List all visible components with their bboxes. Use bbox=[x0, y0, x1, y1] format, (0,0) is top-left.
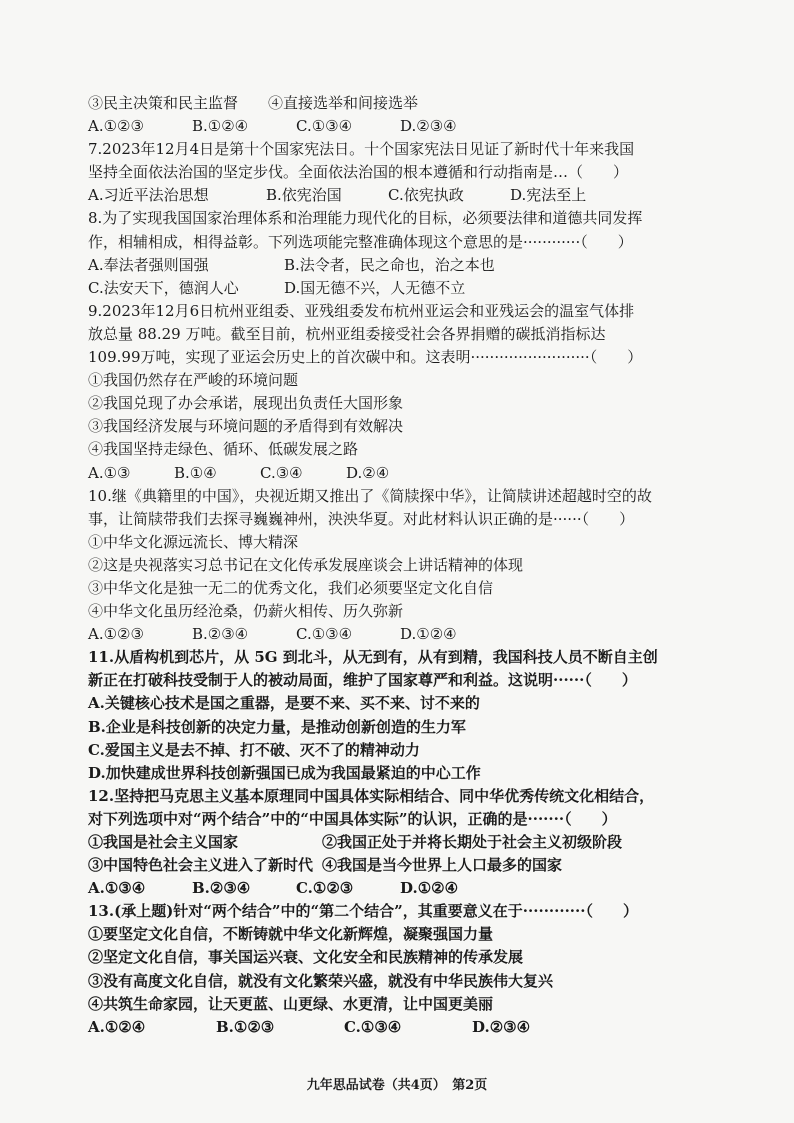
q12-options bbox=[88, 877, 688, 900]
q6-statement: ③民主决策和民主监督 ④直接选举和间接选举 bbox=[88, 94, 419, 112]
option-a: A.①②④ bbox=[88, 1017, 146, 1036]
option-b: B.依宪治国 bbox=[266, 186, 342, 205]
q9-stem-line-3: 109.99万吨，实现了亚运会历史上的首次碳中和。这表明·························（ ） bbox=[88, 348, 643, 367]
option-b: B.法令者，民之命也，治之本也 bbox=[284, 255, 495, 274]
q13-statement-1: ①要坚定文化自信，不断铸就中华文化新辉煌，凝聚强国力量 bbox=[88, 925, 494, 944]
option-c: C.①③④ bbox=[296, 625, 353, 644]
option-d: D.宪法至上 bbox=[510, 186, 587, 205]
q6-options bbox=[88, 115, 688, 138]
q11-stem-line-2: 新正在打破科技受制于人的被动局面，维护了国家尊严和利益。这说明······（ ） bbox=[88, 671, 637, 690]
q7-stem-line-2: 坚持全面依法治国的坚定步伐。全面依法治国的根本遵循和行动指南是…（ ） bbox=[88, 163, 629, 182]
option-b: B.①④ bbox=[174, 463, 217, 482]
q9-stem-line-2: 放总量 88.29 万吨。截至目前，杭州亚组委接受社会各界捐赠的碳抵消指标达 bbox=[88, 324, 606, 343]
q9-statement-3: ③我国经济发展与环境问题的矛盾得到有效解决 bbox=[88, 417, 404, 436]
option-d: D.②③④ bbox=[400, 117, 457, 136]
q12-statement-3: ③中国特色社会主义进入了新时代 bbox=[88, 856, 314, 875]
option-a: A.奉法者强则国强 bbox=[88, 255, 209, 274]
option-d: D.②④ bbox=[346, 463, 390, 482]
option-c: C.法安天下，德润人心 bbox=[88, 278, 239, 297]
q13-statement-4: ④共筑生命家园，让天更蓝、山更绿、水更清，让中国更美丽 bbox=[88, 994, 494, 1013]
option-c: C.①③④ bbox=[344, 1017, 402, 1036]
q9-statement-4: ④我国坚持走绿色、循环、低碳发展之路 bbox=[88, 440, 359, 459]
option-a: A.①③ bbox=[88, 463, 131, 482]
option-a: A.①②③ bbox=[88, 625, 144, 644]
option-a: A.①②③ bbox=[88, 117, 144, 136]
option-d: D.①②④ bbox=[400, 625, 457, 644]
q12-statements-row-1 bbox=[88, 831, 688, 854]
option-c: C.①③④ bbox=[296, 117, 353, 136]
exam-page bbox=[88, 92, 688, 1039]
q8-options-row-1 bbox=[88, 254, 688, 277]
q7-options bbox=[88, 184, 688, 207]
option-a: A.①③④ bbox=[88, 879, 146, 898]
option-b: B.①②③ bbox=[216, 1017, 275, 1036]
option-a: A.习近平法治思想 bbox=[88, 186, 209, 205]
option-d: D.①②④ bbox=[400, 879, 459, 898]
option-b: B.②③④ bbox=[192, 879, 251, 898]
option-b: B.②③④ bbox=[192, 625, 249, 644]
q9-statement-1: ①我国仍然存在严峻的环境问题 bbox=[88, 371, 299, 390]
q10-statement-3: ③中华文化是独一无二的优秀文化，我们必须要坚定文化自信 bbox=[88, 578, 494, 597]
q12-stem-line-2: 对下列选项中对“两个结合”中的“中国具体实际”的认识，正确的是·······（ ） bbox=[88, 809, 617, 828]
option-c: C.依宪执政 bbox=[388, 186, 464, 205]
q10-stem-line-2: 事，让简牍带我们去探寻巍巍神州，泱泱华夏。对此材料认识正确的是······（ ） bbox=[88, 509, 635, 528]
q12-statement-1: ①我国是社会主义国家 bbox=[88, 833, 239, 851]
q11-option-a: A.关键核心技术是国之重器，是要不来、买不来、讨不来的 bbox=[88, 694, 480, 713]
q11-option-b: B.企业是科技创新的决定力量，是推动创新创造的生力军 bbox=[88, 717, 466, 736]
q12-statement-4: ④我国是当今世界上人口最多的国家 bbox=[322, 856, 563, 875]
option-c: C.③④ bbox=[260, 463, 303, 482]
q9-stem-line-1: 9.2023年12月6日杭州亚组委、亚残组委发布杭州亚运会和亚残运会的温室气体排 bbox=[88, 301, 635, 320]
q9-options bbox=[88, 462, 688, 485]
q8-options-row-2 bbox=[88, 277, 688, 300]
q11-option-d: D.加快建成世界科技创新强国已成为我国最紧迫的中心工作 bbox=[88, 763, 481, 782]
q11-option-c: C.爱国主义是去不掉、打不破、灭不了的精神动力 bbox=[88, 740, 420, 759]
option-d: D.②③④ bbox=[472, 1017, 531, 1036]
q13-statement-3: ③没有高度文化自信，就没有文化繁荣兴盛，就没有中华民族伟大复兴 bbox=[88, 971, 554, 990]
q12-statements-row-2 bbox=[88, 854, 688, 877]
q7-stem-line-1: 7.2023年12月4日是第十个国家宪法日。十个国家宪法日见证了新时代十年来我国 bbox=[88, 140, 635, 159]
q10-statement-1: ①中华文化源远流长、博大精深 bbox=[88, 532, 299, 551]
q12-stem-line-1: 12.坚持把马克思主义基本原理同中国具体实际相结合、同中华优秀传统文化相结合， bbox=[88, 786, 655, 805]
page-footer: 九年思品试卷（共4页） 第2页 bbox=[306, 1078, 488, 1093]
q10-statement-2: ②这是央视落实习总书记在文化传承发展座谈会上讲话精神的体现 bbox=[88, 555, 524, 574]
option-b: B.①②④ bbox=[192, 117, 249, 136]
q8-stem-line-1: 8.为了实现我国国家治理体系和治理能力现代化的目标，必须要法律和道德共同发挥 bbox=[88, 209, 643, 228]
q10-stem-line-1: 10.继《典籍里的中国》，央视近期又推出了《简牍探中华》，让简牍讲述超越时空的故 bbox=[88, 486, 652, 505]
q13-stem-line-1: 13.(承上题)针对“两个结合”中的“第二个结合”，其重要意义在于············（ ） bbox=[88, 902, 638, 921]
q13-statement-2: ②坚定文化自信，事关国运兴衰、文化安全和民族精神的传承发展 bbox=[88, 948, 524, 967]
q11-stem-line-1: 11.从盾构机到芯片，从 5G 到北斗，从无到有，从有到精，我国科技人员不断自主创 bbox=[88, 648, 658, 667]
q13-options bbox=[88, 1016, 688, 1039]
q12-statement-2: ②我国正处于并将长期处于社会主义初级阶段 bbox=[322, 833, 623, 851]
option-d: D.国无德不兴，人无德不立 bbox=[284, 278, 466, 297]
q10-statement-4: ④中华文化虽历经沧桑，仍薪火相传、历久弥新 bbox=[88, 602, 404, 621]
option-c: C.①②③ bbox=[296, 879, 354, 898]
q9-statement-2: ②我国兑现了办会承诺，展现出负责任大国形象 bbox=[88, 394, 404, 413]
q8-stem-line-2: 作，相辅相成，相得益彰。下列选项能完整准确体现这个意思的是············（ ） bbox=[88, 232, 633, 251]
q10-options bbox=[88, 623, 688, 646]
